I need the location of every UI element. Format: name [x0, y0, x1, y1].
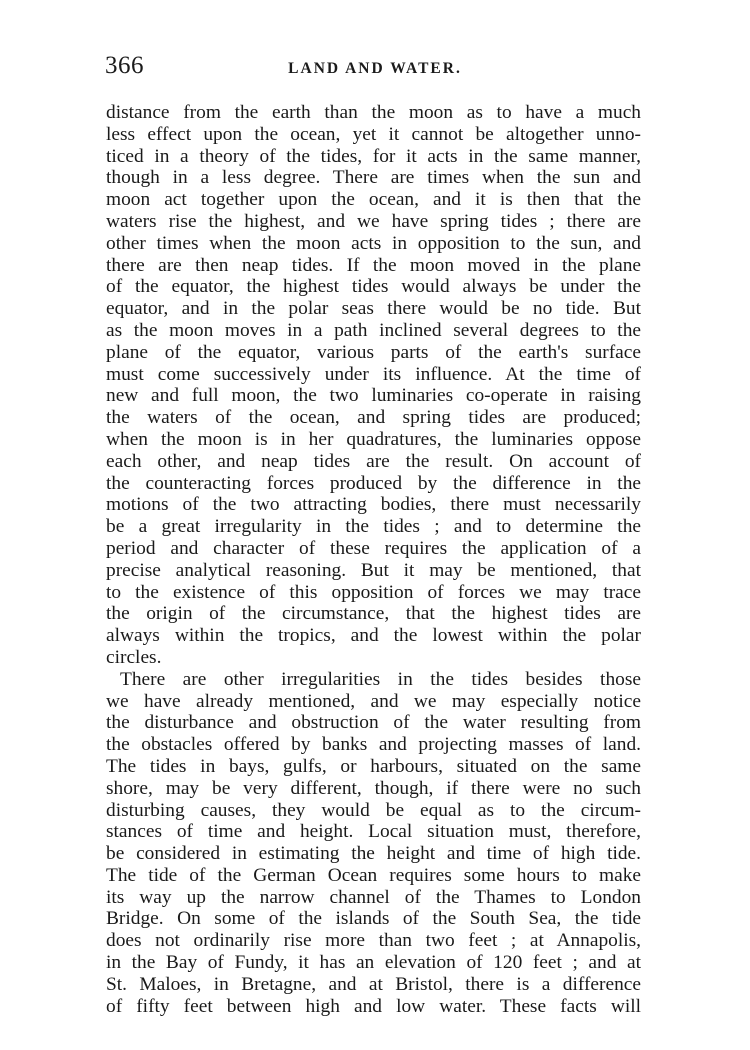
- text-line: new and full moon, the two luminaries co-operate in raising: [106, 385, 641, 407]
- text-line: be considered in estimating the height and time of high tide.: [106, 843, 641, 865]
- text-line: we have already mentioned, and we may especially notice: [106, 690, 641, 712]
- text-line: to the existence of this opposition of forces we may trace: [106, 581, 641, 603]
- text-line: precise analytical reasoning. But it may be mentioned, that: [106, 559, 641, 581]
- text-line: The tide of the German Ocean requires some hours to make: [106, 864, 641, 886]
- running-title: LAND AND WATER.: [288, 60, 462, 77]
- text-line: in the Bay of Fundy, it has an elevation of 120 feet ; and at: [106, 952, 641, 974]
- text-line: less effect upon the ocean, yet it cannot be altogether unno-: [106, 123, 641, 145]
- paragraph: [106, 102, 641, 669]
- text-line: when the moon is in her quadratures, the luminaries oppose: [106, 428, 641, 450]
- text-line: each other, and neap tides are the result. On account of: [106, 450, 641, 472]
- text-line: Bridge. On some of the islands of the South Sea, the tide: [106, 908, 641, 930]
- text-line: period and character of these requires the application of a: [106, 537, 641, 559]
- text-line: the waters of the ocean, and spring tides are produced;: [106, 407, 641, 429]
- page-number: 366: [105, 52, 144, 79]
- text-line: moon act together upon the ocean, and it is then that the: [106, 189, 641, 211]
- text-line: St. Maloes, in Bretagne, and at Bristol, there is a difference: [106, 973, 641, 995]
- text-line: plane of the equator, various parts of the earth's surface: [106, 341, 641, 363]
- text-line: there are then neap tides. If the moon moved in the plane: [106, 254, 641, 276]
- text-line: waters rise the highest, and we have spring tides ; there are: [106, 210, 641, 232]
- text-line: always within the tropics, and the lowest within the polar: [106, 625, 641, 647]
- text-line: There are other irregularities in the tides besides those: [120, 668, 641, 690]
- text-line: does not ordinarily rise more than two feet ; at Annapolis,: [106, 930, 641, 952]
- text-line: though in a less degree. There are times when the sun and: [106, 167, 641, 189]
- text-line: The tides in bays, gulfs, or harbours, situated on the same: [106, 755, 641, 777]
- paragraph: [106, 669, 641, 1018]
- text-line: other times when the moon acts in opposition to the sun, and: [106, 232, 641, 254]
- text-line: the counteracting forces produced by the difference in the: [106, 472, 641, 494]
- text-line: its way up the narrow channel of the Thames to London: [106, 886, 641, 908]
- text-line: motions of the two attracting bodies, there must necessarily: [106, 494, 641, 516]
- text-line: of the equator, the highest tides would always be under the: [106, 276, 641, 298]
- running-head: [105, 52, 645, 86]
- text-line: as the moon moves in a path inclined several degrees to the: [106, 319, 641, 341]
- text-line: ticed in a theory of the tides, for it acts in the same manner,: [106, 145, 641, 167]
- body-text: [106, 102, 641, 1017]
- text-line: the origin of the circumstance, that the highest tides are: [106, 603, 641, 625]
- text-line: must come successively under its influence. At the time of: [106, 363, 641, 385]
- text-line: shore, may be very different, though, if there were no such: [106, 777, 641, 799]
- text-line: distance from the earth than the moon as to have a much: [106, 102, 641, 123]
- text-line: stances of time and height. Local situation must, therefore,: [106, 821, 641, 843]
- text-line: of fifty feet between high and low water. These facts will: [106, 995, 641, 1017]
- text-line: disturbing causes, they would be equal as to the circum-: [106, 799, 641, 821]
- text-line: equator, and in the polar seas there would be no tide. But: [106, 298, 641, 320]
- text-line: the disturbance and obstruction of the water resulting from: [106, 712, 641, 734]
- text-line: circles.: [106, 646, 162, 668]
- text-line: be a great irregularity in the tides ; and to determine the: [106, 516, 641, 538]
- text-line: the obstacles offered by banks and projecting masses of land.: [106, 734, 641, 756]
